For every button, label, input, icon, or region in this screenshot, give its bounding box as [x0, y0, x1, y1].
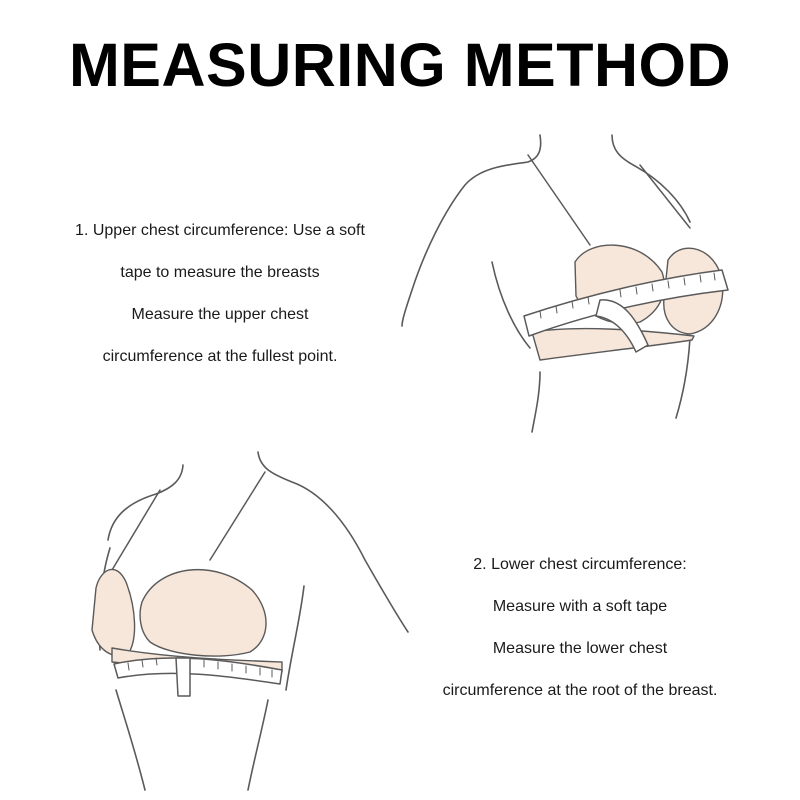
instruction-line: circumference at the fullest point.	[102, 348, 338, 365]
instruction-line: Measure the lower chest	[492, 640, 668, 657]
instruction-line: circumference at the root of the breast.	[442, 682, 718, 699]
bra-cup	[140, 570, 266, 656]
instruction-line: Measure the upper chest	[131, 306, 309, 323]
bra-strap	[528, 155, 690, 245]
instruction-line: 1. Upper chest circumference: Use a soft	[75, 222, 365, 239]
upper-chest-figure	[402, 135, 728, 432]
instruction-line: Measure with a soft tape	[492, 598, 668, 615]
bra-band	[532, 329, 694, 360]
page-title: MEASURING METHOD	[68, 31, 732, 99]
bra-cup	[92, 569, 135, 655]
bra-strap	[112, 472, 265, 570]
instruction-line: 2. Lower chest circumference:	[473, 556, 687, 573]
lower-chest-figure	[92, 452, 408, 790]
instruction-line: tape to measure the breasts	[120, 264, 320, 281]
measuring-tape-end	[176, 658, 190, 696]
